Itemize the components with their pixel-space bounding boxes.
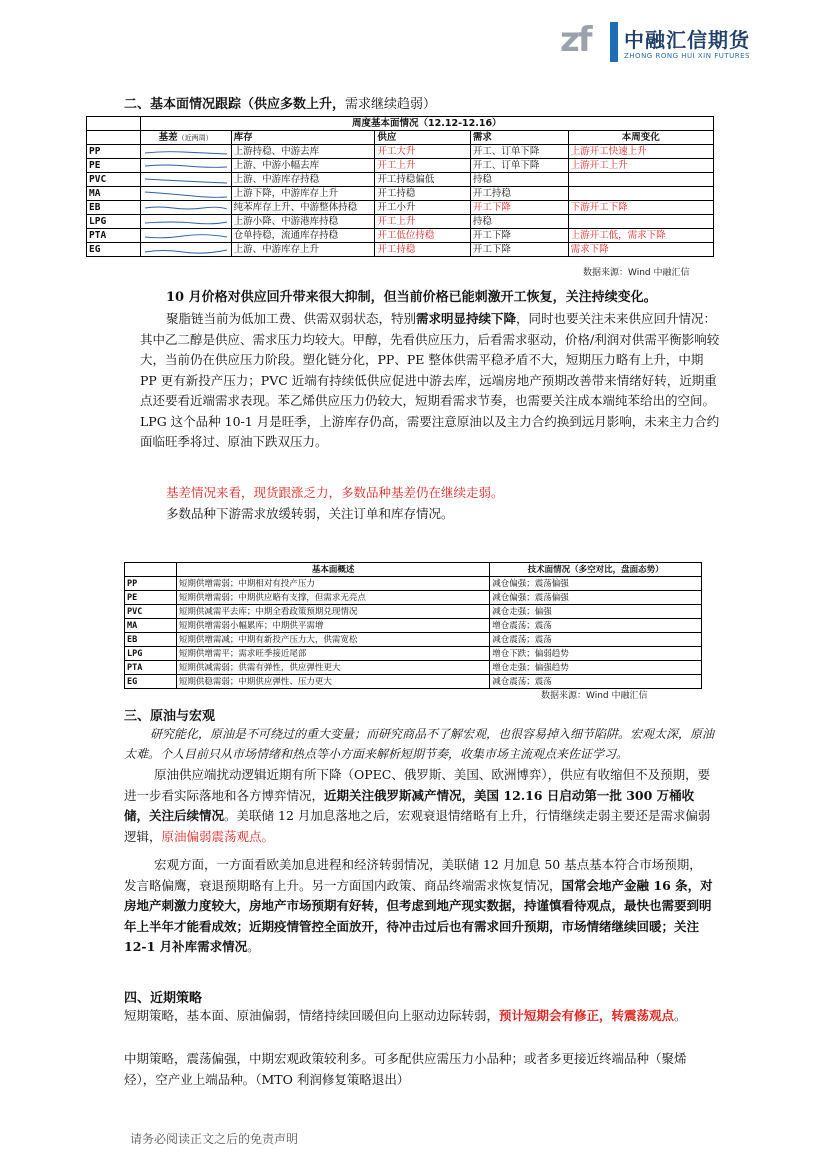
- fundamental-overview: 短期供稳需弱；中期供应弹性、压力更大: [176, 675, 489, 689]
- supply-status: 开工上升: [375, 215, 471, 229]
- basis-sparkline: [140, 215, 231, 229]
- summary-p1-part-c: ，同时也要关注未来供应回升情况：其中乙二醇是供应、需求压力均较大。甲醇，先看供应压力，后看需求驱动，价格/利润对供需平衡影响较大，当前仍在供应压力阶段。塑化链分化，PP、PE 整体供需平稳矛盾不大，短期压力略有上升，中期 PP 更有新投产压力；PVC 近端有持续低供应促进中游去库，远端房地产预期改善带来情绪好转，近期重点还要看近端需求表现。苯乙烯供应压力仍较大，短期看需求节奏，也需要关注成本端纯苯给出的空间。LPG 这个品种 10-1 月是旺季，上游库存仍高，需要注意原油以及主力合约换到远月影响，未来主力合约面临旺季将过、原油下跌双压力。: [140, 311, 720, 449]
- basis-sparkline-chart: [143, 160, 229, 172]
- table1-header-supply: 供应: [375, 131, 471, 145]
- table2-row: [125, 605, 702, 619]
- basis-sparkline-chart: [143, 146, 229, 158]
- section2-title: [124, 93, 436, 112]
- summary-headline: 10 月价格对供应回升带来很大抑制，但当前价格已能刺激开工恢复，关注持续变化。: [166, 290, 657, 305]
- supply-status: 开工低位持稳: [375, 229, 471, 243]
- product-code: PTA: [87, 229, 141, 243]
- table2-row: [125, 661, 702, 675]
- footer-disclaimer: 请务必阅读正文之后的免责声明: [130, 1132, 299, 1146]
- demand-status: 开工下降: [470, 201, 568, 215]
- product-code: PTA: [125, 661, 177, 675]
- supply-status: 开工大升: [375, 145, 471, 159]
- table1-header-demand: 需求: [470, 131, 568, 145]
- product-code: PE: [125, 591, 177, 605]
- weekly-change: [568, 187, 713, 201]
- demand-status: 开工下降: [470, 243, 568, 257]
- technical-status: 减仓震荡；震荡: [490, 675, 702, 689]
- section4-paragraph-1: [124, 1006, 714, 1027]
- table2-row: [125, 647, 702, 661]
- table2-header-technical: 技术面情况（多空对比，盘面态势）: [490, 563, 702, 577]
- inventory-status: 仓单持稳，流通库存持稳: [231, 229, 375, 243]
- basis-sparkline-chart: [143, 244, 229, 256]
- technical-status: 增仓震荡；震荡: [490, 619, 702, 633]
- fundamental-overview: 短期供增需减；中期有新投产压力大，供需宽松: [176, 633, 489, 647]
- technical-status: 减仓震荡；震荡: [490, 633, 702, 647]
- technical-status: 减仓偏强；震荡偏强: [490, 577, 702, 591]
- section3-p1-view: 原油偏弱震荡观点。: [161, 828, 275, 844]
- inventory-status: 纯苯库存上升、中游整体持稳: [231, 201, 375, 215]
- basis-sparkline: [140, 145, 231, 159]
- section2-title-bold: 二、基本面情况跟踪（供应多数上升，: [124, 97, 346, 112]
- weekly-change: [568, 215, 713, 229]
- summary-paragraph-1: [140, 309, 722, 453]
- basis-sparkline: [140, 159, 231, 173]
- basis-sparkline: [140, 173, 231, 187]
- supply-status: 开工持稳: [375, 243, 471, 257]
- demand-status: 开工持稳: [470, 187, 568, 201]
- weekly-fundamentals-table: [86, 116, 714, 257]
- product-code: EG: [125, 675, 177, 689]
- table1-row: [87, 215, 714, 229]
- technical-status: 增仓走强；偏强趋势: [490, 661, 702, 675]
- product-code: PP: [125, 577, 177, 591]
- section2-title-normal: 需求继续趋弱）: [345, 97, 437, 112]
- product-code: EG: [87, 243, 141, 257]
- demand-status: 持稳: [470, 215, 568, 229]
- section3-p1-emphasis: 近期关注俄罗斯减产情况，美国 12.16 日启动第一批 300 万桶收储，关注后续情况: [124, 787, 695, 823]
- fundamental-overview: 短期供增需弱小幅累库；中期供平需增: [176, 619, 489, 633]
- basis-sparkline-chart: [143, 174, 229, 186]
- basis-sparkline-chart: [143, 188, 229, 200]
- summary-paragraph-2: 基差情况来看，现货跟涨乏力，多数品种基差仍在继续走弱。: [166, 485, 504, 500]
- weekly-change: [568, 173, 713, 187]
- demand-status: 持稳: [470, 173, 568, 187]
- logo-bar: [610, 22, 618, 62]
- section4-p1-end: 。: [674, 1008, 687, 1023]
- basis-sparkline: [140, 243, 231, 257]
- summary-p1-emphasis: 需求明显持续下降: [416, 311, 517, 326]
- fundamental-overview: 短期供增需弱；中期相对有投产压力: [176, 577, 489, 591]
- fundamental-overview: 短期供减需弱；供需有弹性，供应弹性更大: [176, 661, 489, 675]
- weekly-change: 上游开工低，需求下降: [568, 229, 713, 243]
- product-code: LPG: [125, 647, 177, 661]
- basis-sparkline-chart: [143, 230, 229, 242]
- table2-row: [125, 619, 702, 633]
- demand-status: 开工下降: [470, 229, 568, 243]
- basis-sparkline: [140, 201, 231, 215]
- demand-status: 开工、订单下降: [470, 145, 568, 159]
- inventory-status: 上游小降、中游港库持稳: [231, 215, 375, 229]
- technical-status: 减仓偏强；震荡偏强: [490, 591, 702, 605]
- table2-row: [125, 591, 702, 605]
- product-code: EB: [87, 201, 141, 215]
- logo-mark: zf: [560, 20, 591, 60]
- logo-english-name: ZHONG RONG HUI XIN FUTURES: [624, 52, 750, 60]
- fundamental-overview: 短期供减需平去库；中期全看政策预期兑现情况: [176, 605, 489, 619]
- section4-title: 四、近期策略: [124, 991, 203, 1006]
- table1-row: [87, 243, 714, 257]
- section3-p2-part-a: 宏观方面，一方面看欧美加息进程和经济转弱情况，美联储 12 月加息 50 基点基本符合市场预期，发言略偏鹰，衰退预期略有上升。另一方面国内政策、商品终端需求恢复情况，: [124, 857, 702, 893]
- fundamental-technical-table: [124, 562, 702, 689]
- table1-source: 数据来源：Wind 中融汇信: [583, 268, 690, 278]
- table1-header-inventory: 库存: [231, 131, 375, 145]
- product-code: LPG: [87, 215, 141, 229]
- table2-row: [125, 633, 702, 647]
- section3-p2-emphasis: 国常会地产金融 16 条，对房地产刺激力度较大，房地产市场预期有好转，但考虑到地产现实数据，持谨慎看待观点，最快也需要到明年上半年才能看成效；近期疫情管控全面放开，待冲击过后也有需求回升预期，市场情绪继续回暖；关注 12-1 月补库需求情况: [124, 877, 713, 954]
- logo-chinese-name: 中融汇信期货: [624, 28, 750, 52]
- section3-intro: 研究能化，原油是不可绕过的重大变量；而研究商品不了解宏观，也很容易掉入细节陷阱。宏观太深，原油太难。个人目前只从市场情绪和热点等小方面来解析短期节奏，收集市场主流观点来佐证学习。: [124, 727, 715, 761]
- section3-p1-part-a: 原油供应端扰动逻辑近期有所下降（OPEC、俄罗斯、美国、欧洲博弈），供应有收缩但不及预期，要进一步看实际落地和各方博弈情况，: [124, 767, 711, 803]
- weekly-change: 下游开工下降: [568, 201, 713, 215]
- table1-row: [87, 201, 714, 215]
- summary-paragraph-3: 多数品种下游需求放缓转弱，关注订单和库存情况。: [166, 506, 454, 521]
- inventory-status: 上游、中游库存持稳: [231, 173, 375, 187]
- table1-row: [87, 173, 714, 187]
- weekly-change: 需求下降: [568, 243, 713, 257]
- supply-status: 开工上升: [375, 159, 471, 173]
- section3-title: 三、原油与宏观: [124, 709, 216, 724]
- table1-row: [87, 229, 714, 243]
- basis-sparkline-chart: [143, 202, 229, 214]
- section4-p1-part-a: 短期策略，基本面、原油偏弱，情绪持续回暖但向上驱动边际转弱，: [124, 1008, 500, 1023]
- fundamental-overview: 短期供增需平；需求旺季接近尾部: [176, 647, 489, 661]
- section4-paragraph-2: 中期策略，震荡偏强，中期宏观政策较利多。可多配供应需压力小品种；或者多更接近终端品种（聚烯烃），空产业上端品种。（MTO 利润修复策略退出）: [124, 1051, 687, 1087]
- product-code: PVC: [87, 173, 141, 187]
- fundamental-overview: 短期供增需弱；中期供应略有支撑，但需求无亮点: [176, 591, 489, 605]
- section4-p1-view: 预计短期会有修正，转震荡观点: [499, 1008, 675, 1023]
- section3-p1-part-c: 。美联储 12 月加息落地之后，宏观衰退情绪略有上升，行情继续走弱主要还是需求偏弱逻辑，: [124, 808, 711, 844]
- weekly-change: 上游开工快速上升: [568, 145, 713, 159]
- supply-status: 开工持稳偏低: [375, 173, 471, 187]
- inventory-status: 上游、中游库存上升: [231, 243, 375, 257]
- inventory-status: 上游、中游小幅去库: [231, 159, 375, 173]
- basis-sparkline: [140, 229, 231, 243]
- basis-sparkline-chart: [143, 216, 229, 228]
- table1-header-basis: 基差（近两周）: [140, 131, 231, 145]
- section3-p2-end: 。: [247, 939, 260, 954]
- table1-header-change: 本周变化: [568, 131, 713, 145]
- technical-status: 增仓下跌；偏弱趋势: [490, 647, 702, 661]
- inventory-status: 上游下降，中游库存上升: [231, 187, 375, 201]
- product-code: PP: [87, 145, 141, 159]
- section3-paragraph-1: [124, 765, 714, 847]
- basis-sparkline: [140, 187, 231, 201]
- table2-row: [125, 577, 702, 591]
- table1-row: [87, 145, 714, 159]
- demand-status: 开工、订单下降: [470, 159, 568, 173]
- table2-row: [125, 675, 702, 689]
- company-logo: [560, 18, 790, 68]
- product-code: MA: [87, 187, 141, 201]
- technical-status: 减仓走强；偏强: [490, 605, 702, 619]
- table2-header-fundamental: 基本面概述: [176, 563, 489, 577]
- weekly-change: 上游开工上升: [568, 159, 713, 173]
- supply-status: 开工持稳: [375, 187, 471, 201]
- product-code: PE: [87, 159, 141, 173]
- product-code: MA: [125, 619, 177, 633]
- summary-p1-part-a: 聚脂链当前为低加工费、供需双弱状态，特别: [166, 311, 417, 326]
- table1-row: [87, 187, 714, 201]
- table1-row: [87, 159, 714, 173]
- section3-paragraph-2: [124, 855, 714, 958]
- table2-source: 数据来源：Wind 中融汇信: [541, 691, 648, 701]
- table1-caption: 周度基本面情况（12.12-12.16）: [140, 117, 713, 131]
- product-code: EB: [125, 633, 177, 647]
- product-code: PVC: [125, 605, 177, 619]
- inventory-status: 上游持稳、中游去库: [231, 145, 375, 159]
- supply-status: 开工小升: [375, 201, 471, 215]
